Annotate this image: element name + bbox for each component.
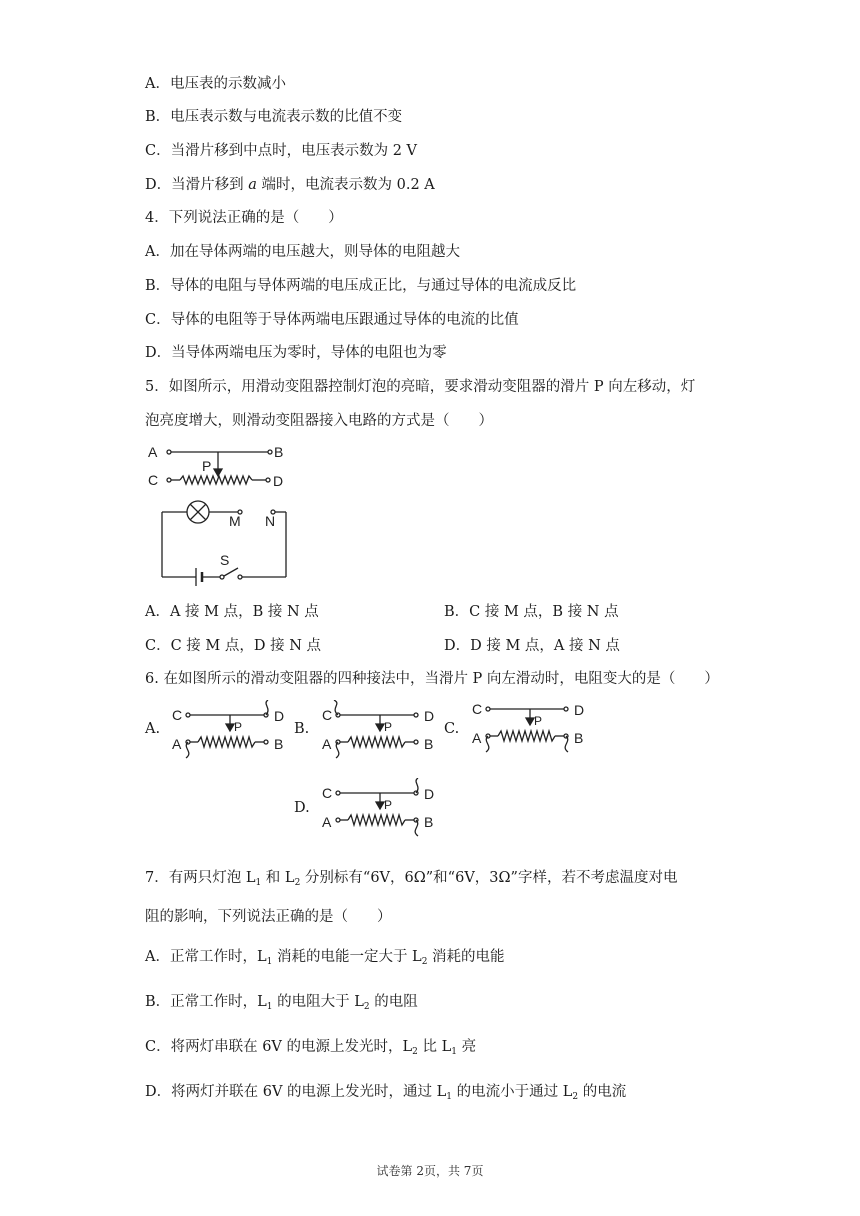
- q7-subscript: 2: [294, 878, 301, 888]
- q7-option-text: 消耗的电能一定大于 L: [272, 949, 422, 965]
- q4-stem: 4．下列说法正确的是（ ）: [145, 210, 343, 226]
- q6-stem: 6. 在如图所示的滑动变阻器的四种接法中，当滑片 P 向左滑动时，电阻变大的是（ ）: [145, 671, 719, 687]
- q7-subscript: 2: [412, 1047, 418, 1057]
- q7-subscript: 1: [451, 1047, 457, 1057]
- q7-option-text: D．将两灯并联在 6V 的电源上发光时，通过 L: [145, 1084, 447, 1100]
- q6-rheostat-b: [318, 700, 444, 760]
- q6b-label-a: A: [322, 736, 332, 752]
- q6c-label-p: P: [534, 714, 543, 728]
- q5-label-d: D: [273, 473, 284, 489]
- q6-rheostat-a: [168, 700, 294, 760]
- q5-option-d: D．D 接 M 点，A 接 N 点: [444, 638, 620, 654]
- q7-option-text: A．正常工作时，L: [145, 949, 267, 965]
- q7-stem-line1: [145, 868, 677, 893]
- q7-option-text: 的电阻: [369, 994, 418, 1010]
- q3-option-d-pre: D．当滑片移到: [145, 177, 249, 193]
- q5-stem-line2: 泡亮度增大，则滑动变阻器接入电路的方式是（ ）: [145, 413, 493, 429]
- q7-subscript: 1: [266, 957, 273, 967]
- q7-option-text: 亮: [456, 1039, 477, 1055]
- q5-option-a: A．A 接 M 点，B 接 N 点: [145, 604, 319, 620]
- q6-option-label-d: D.: [294, 800, 310, 816]
- q4-option-b: B．导体的电阻与导体两端的电压成正比，与通过导体的电流成反比: [145, 278, 577, 294]
- q5-stem-line1: 5．如图所示，用滑动变阻器控制灯泡的亮暗，要求滑动变阻器的滑片 P 向左移动，灯: [145, 379, 696, 395]
- q7-option-text: B．正常工作时，L: [145, 994, 267, 1010]
- q6-option-label-a: A.: [145, 721, 161, 737]
- q4-option-a: A．加在导体两端的电压越大，则导体的电阻越大: [145, 244, 460, 260]
- page-footer: 试卷第 2页，共 7页: [376, 1164, 484, 1178]
- q6d-label-p: P: [384, 798, 393, 812]
- q5-label-n: N: [265, 513, 276, 529]
- q6d-label-a: A: [322, 814, 332, 830]
- q7-option-text: 的电流: [578, 1084, 627, 1100]
- q6a-label-c: C: [172, 707, 183, 723]
- q3-option-d-post: 端时，电流表示数为 0.2 A: [256, 177, 435, 193]
- q7-subscript: 1: [266, 1002, 273, 1012]
- q7-option-c: [145, 1037, 476, 1062]
- q7-option-d: [145, 1082, 626, 1107]
- q7-subscript: 2: [572, 1092, 579, 1102]
- q6a-label-p: P: [234, 720, 243, 734]
- q6b-label-p: P: [384, 720, 393, 734]
- q6c-label-d: D: [574, 702, 585, 718]
- q5-label-c: C: [148, 472, 159, 488]
- q6-rheostat-c: [468, 694, 594, 754]
- q7-subscript: 2: [421, 957, 428, 967]
- q3-option-d-var: a: [248, 177, 257, 193]
- q7-stem-text: 7．有两只灯泡 L: [145, 870, 256, 886]
- q7-subscript: 2: [363, 1002, 370, 1012]
- q5-label-m: M: [229, 513, 241, 529]
- q6d-label-b: B: [424, 814, 434, 830]
- q6c-label-b: B: [574, 730, 584, 746]
- q3-option-c: C．当滑片移到中点时，电压表示数为 2 V: [145, 143, 418, 159]
- q6-option-label-b: B.: [294, 721, 310, 737]
- q7-option-text: 的电流小于通过 L: [452, 1084, 573, 1100]
- q7-option-text: 的电阻大于 L: [272, 994, 364, 1010]
- q7-option-b: [145, 992, 418, 1017]
- q7-stem-text: 分别标有“6V，6Ω”和“6V，3Ω”字样，若不考虑温度对电: [300, 870, 678, 886]
- q5-label-s: S: [220, 552, 230, 568]
- q6a-label-a: A: [172, 736, 182, 752]
- q5-label-a: A: [148, 444, 158, 460]
- q4-option-c: C．导体的电阻等于导体两端电压跟通过导体的电流的比值: [145, 312, 519, 328]
- q7-option-text: C．将两灯串联在 6V 的电源上发光时，L: [145, 1039, 413, 1055]
- q6-rheostat-d: [318, 778, 444, 838]
- q7-option-text: 消耗的电能: [427, 949, 505, 965]
- q6c-label-c: C: [472, 701, 483, 717]
- q4-option-d: D．当导体两端电压为零时，导体的电阻也为零: [145, 345, 447, 361]
- q7-subscript: 1: [255, 878, 262, 888]
- q6c-label-a: A: [472, 730, 482, 746]
- q6d-label-d: D: [424, 786, 435, 802]
- q6b-label-d: D: [424, 708, 435, 724]
- q5-option-c: C．C 接 M 点，D 接 N 点: [145, 638, 322, 654]
- q6b-label-b: B: [424, 736, 434, 752]
- q7-option-text: 比 L: [417, 1039, 452, 1055]
- q6a-label-d: D: [274, 708, 285, 724]
- q5-label-p: P: [202, 458, 212, 474]
- q6-option-label-c: C.: [444, 721, 460, 737]
- q5-circuit-figure: [140, 436, 310, 586]
- q7-subscript: 1: [446, 1092, 453, 1102]
- q5-option-b: B．C 接 M 点，B 接 N 点: [444, 604, 619, 620]
- q6d-label-c: C: [322, 785, 333, 801]
- q7-stem-line2: 阻的影响，下列说法正确的是（ ）: [145, 909, 392, 925]
- q5-label-b: B: [274, 444, 284, 460]
- q6a-label-b: B: [274, 736, 284, 752]
- q7-stem-text: 和 L: [261, 870, 295, 886]
- q3-option-b: B．电压表示数与电流表示数的比值不变: [145, 109, 403, 125]
- q3-option-d: [145, 175, 435, 195]
- q7-option-a: [145, 947, 505, 972]
- q6b-label-c: C: [322, 707, 333, 723]
- q3-option-a: A．电压表的示数减小: [145, 76, 286, 92]
